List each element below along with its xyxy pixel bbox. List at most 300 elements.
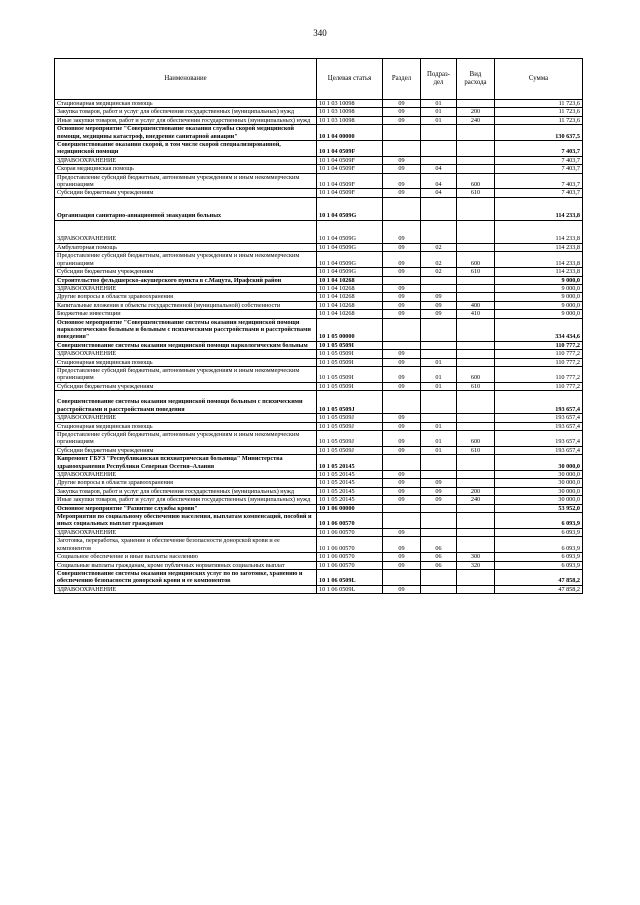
row-kind — [457, 276, 495, 284]
row-name: Основное мероприятие "Развитие службы крови" — [55, 504, 317, 512]
header-subsection: Подраз-дел — [421, 59, 457, 100]
row-name: Предоставление субсидий бюджетным, автономным учреждениям и иным некоммерческим организациям — [55, 252, 317, 268]
row-subsection — [421, 276, 457, 284]
row-name: Социальное обеспечение и иные выплаты населению — [55, 553, 317, 561]
row-name: Другие вопросы в области здравоохранения — [55, 293, 317, 301]
header-sum: Сумма — [495, 59, 583, 100]
row-section: 09 — [383, 301, 421, 309]
row-section: 09 — [383, 165, 421, 173]
row-subsection: 01 — [421, 446, 457, 454]
row-kind — [457, 414, 495, 422]
row-sum: 30 000,0 — [495, 479, 583, 487]
row-code: 10 1 04 0509G — [317, 268, 383, 276]
row-kind: 610 — [457, 189, 495, 197]
row-kind: 610 — [457, 268, 495, 276]
row-section: 09 — [383, 366, 421, 382]
row-sum: 47 858,2 — [495, 585, 583, 593]
row-section: 09 — [383, 553, 421, 561]
row-sum: 114 233,8 — [495, 220, 583, 243]
row-subsection: 01 — [421, 358, 457, 366]
row-kind: 300 — [457, 553, 495, 561]
table-row — [55, 293, 583, 301]
row-name: ЗДРАВООХРАНЕНИЕ — [55, 528, 317, 536]
row-name: Закупка товаров, работ и услуг для обеспечения государственных (муниципальных) нужд — [55, 108, 317, 116]
row-name: Совершенствование системы оказания медицинской помощи наркологическим больным — [55, 341, 317, 349]
row-subsection: 04 — [421, 173, 457, 189]
row-kind — [457, 125, 495, 141]
row-subsection: 01 — [421, 100, 457, 108]
table-row — [55, 585, 583, 593]
row-section — [383, 455, 421, 471]
header-section: Раздел — [383, 59, 421, 100]
row-kind — [457, 350, 495, 358]
row-section: 09 — [383, 284, 421, 292]
row-name: Совершенствование системы оказания медицинской помощи больным с психическими расстройствами и расстройствами поведения — [55, 391, 317, 414]
row-subsection — [421, 471, 457, 479]
row-sum: 110 777,2 — [495, 358, 583, 366]
row-section: 09 — [383, 220, 421, 243]
row-code: 10 1 04 0509F — [317, 156, 383, 164]
row-sum: 7 403,7 — [495, 173, 583, 189]
table-row — [55, 569, 583, 585]
table-row — [55, 479, 583, 487]
row-sum: 114 233,8 — [495, 252, 583, 268]
row-section: 09 — [383, 350, 421, 358]
row-name: ЗДРАВООХРАНЕНИЕ — [55, 350, 317, 358]
row-name: Мероприятия по социальному обеспечению населения, выплатам компенсаций, пособий и иных социальных выплат гражданам — [55, 513, 317, 529]
row-code: 10 1 04 0509F — [317, 189, 383, 197]
row-kind — [457, 156, 495, 164]
row-subsection — [421, 318, 457, 341]
row-code: 10 1 05 0509J — [317, 422, 383, 430]
row-code: 10 1 05 20145 — [317, 496, 383, 504]
row-name: ЗДРАВООХРАНЕНИЕ — [55, 284, 317, 292]
row-code: 10 1 06 00570 — [317, 553, 383, 561]
row-section: 09 — [383, 585, 421, 593]
row-name: Иные закупки товаров, работ и услуг для обеспечения государственных (муниципальных) нужд — [55, 116, 317, 124]
table-row — [55, 561, 583, 569]
row-subsection — [421, 455, 457, 471]
row-section: 09 — [383, 496, 421, 504]
row-sum: 6 093,9 — [495, 528, 583, 536]
row-name: Стационарная медицинская помощь — [55, 422, 317, 430]
row-name: Предоставление субсидий бюджетным, автономным учреждениям и иным некоммерческим организациям — [55, 431, 317, 447]
row-section — [383, 125, 421, 141]
row-subsection — [421, 513, 457, 529]
header-name: Наименование — [55, 59, 317, 100]
row-kind — [457, 165, 495, 173]
row-kind — [457, 284, 495, 292]
row-sum: 9 000,0 — [495, 310, 583, 318]
row-section — [383, 569, 421, 585]
row-kind — [457, 504, 495, 512]
row-kind: 610 — [457, 382, 495, 390]
row-code: 10 1 05 20145 — [317, 471, 383, 479]
row-name: Заготовка, переработка, хранение и обеспечение безопасности донорской крови и ее компонентов — [55, 537, 317, 553]
row-code: 10 1 06 00570 — [317, 561, 383, 569]
table-row — [55, 471, 583, 479]
table-row — [55, 276, 583, 284]
table-row — [55, 108, 583, 116]
row-code: 10 1 05 20145 — [317, 455, 383, 471]
row-subsection — [421, 350, 457, 358]
row-section: 09 — [383, 293, 421, 301]
row-code: 10 1 04 10268 — [317, 293, 383, 301]
row-subsection — [421, 414, 457, 422]
row-subsection: 09 — [421, 496, 457, 504]
row-kind: 410 — [457, 310, 495, 318]
row-sum: 114 233,8 — [495, 197, 583, 220]
row-code: 10 1 05 0509J — [317, 391, 383, 414]
row-code: 10 1 06 00570 — [317, 513, 383, 529]
row-sum: 110 777,2 — [495, 366, 583, 382]
row-subsection: 02 — [421, 243, 457, 251]
row-name: Субсидии бюджетным учреждениям — [55, 268, 317, 276]
row-subsection: 01 — [421, 422, 457, 430]
row-sum: 110 777,2 — [495, 341, 583, 349]
row-section: 09 — [383, 310, 421, 318]
row-section: 09 — [383, 252, 421, 268]
table-row — [55, 156, 583, 164]
table-row — [55, 197, 583, 220]
table-row — [55, 391, 583, 414]
table-row — [55, 165, 583, 173]
row-name: Скорая медицинская помощь — [55, 165, 317, 173]
row-section: 09 — [383, 487, 421, 495]
row-subsection: 06 — [421, 553, 457, 561]
table-row — [55, 268, 583, 276]
row-section: 09 — [383, 561, 421, 569]
header-kind: Вид расхода — [457, 59, 495, 100]
row-section: 09 — [383, 268, 421, 276]
row-name: Бюджетные инвестиции — [55, 310, 317, 318]
row-section: 09 — [383, 528, 421, 536]
row-code: 10 1 05 0509I — [317, 341, 383, 349]
row-subsection — [421, 197, 457, 220]
row-sum: 30 000,0 — [495, 496, 583, 504]
row-kind: 400 — [457, 301, 495, 309]
row-subsection: 06 — [421, 537, 457, 553]
table-row — [55, 455, 583, 471]
row-sum: 6 093,9 — [495, 553, 583, 561]
row-kind — [457, 513, 495, 529]
row-code: 10 1 05 0509J — [317, 431, 383, 447]
row-name: Совершенствование оказания скорой, в том числе скорой специализированной, медицинской помощи — [55, 141, 317, 157]
row-code: 10 1 06 00570 — [317, 528, 383, 536]
row-section: 09 — [383, 382, 421, 390]
table-row — [55, 537, 583, 553]
row-kind: 240 — [457, 116, 495, 124]
row-sum: 53 952,0 — [495, 504, 583, 512]
row-kind — [457, 318, 495, 341]
row-code: 10 1 04 10268 — [317, 310, 383, 318]
row-kind — [457, 243, 495, 251]
row-sum: 9 000,0 — [495, 293, 583, 301]
table-row — [55, 341, 583, 349]
row-kind — [457, 141, 495, 157]
row-code: 10 1 04 0509F — [317, 165, 383, 173]
row-kind — [457, 455, 495, 471]
row-name: Иные закупки товаров, работ и услуг для обеспечения государственных (муниципальных) нужд — [55, 496, 317, 504]
row-sum: 193 657,4 — [495, 391, 583, 414]
row-code: 10 1 04 0509G — [317, 197, 383, 220]
row-section — [383, 341, 421, 349]
row-section: 09 — [383, 414, 421, 422]
row-subsection — [421, 569, 457, 585]
row-kind — [457, 391, 495, 414]
row-kind — [457, 569, 495, 585]
row-kind: 600 — [457, 252, 495, 268]
row-code: 10 1 05 0509I — [317, 366, 383, 382]
row-sum: 47 858,2 — [495, 569, 583, 585]
row-sum: 30 000,0 — [495, 471, 583, 479]
row-kind — [457, 537, 495, 553]
row-sum: 30 000,0 — [495, 455, 583, 471]
row-kind — [457, 220, 495, 243]
row-subsection: 06 — [421, 561, 457, 569]
row-section: 09 — [383, 100, 421, 108]
row-name: Строительство фельдшерско-акушерского пункта в с.Мацута, Ирафский район — [55, 276, 317, 284]
row-kind — [457, 358, 495, 366]
row-subsection: 04 — [421, 165, 457, 173]
row-subsection: 01 — [421, 431, 457, 447]
row-name: Субсидии бюджетным учреждениям — [55, 189, 317, 197]
row-subsection: 09 — [421, 310, 457, 318]
row-section — [383, 504, 421, 512]
row-kind — [457, 422, 495, 430]
table-row — [55, 252, 583, 268]
row-kind — [457, 341, 495, 349]
row-section: 09 — [383, 537, 421, 553]
row-code: 10 1 04 0509G — [317, 252, 383, 268]
table-row — [55, 528, 583, 536]
row-subsection — [421, 391, 457, 414]
row-sum: 6 093,9 — [495, 537, 583, 553]
row-code: 10 1 05 0509J — [317, 414, 383, 422]
row-sum: 11 723,6 — [495, 116, 583, 124]
row-code: 10 1 05 20145 — [317, 479, 383, 487]
row-code: 10 1 05 0509J — [317, 446, 383, 454]
row-sum: 9 000,0 — [495, 276, 583, 284]
table-row — [55, 243, 583, 251]
row-subsection — [421, 528, 457, 536]
row-section — [383, 391, 421, 414]
row-kind — [457, 471, 495, 479]
table-row — [55, 310, 583, 318]
row-name: Организация санитарно-авиационной эвакуации больных — [55, 197, 317, 220]
row-section: 09 — [383, 173, 421, 189]
page-number: 340 — [313, 28, 327, 38]
row-code: 10 1 04 0509G — [317, 220, 383, 243]
row-kind — [457, 100, 495, 108]
row-name: Другие вопросы в области здравоохранения — [55, 479, 317, 487]
table-row — [55, 496, 583, 504]
row-kind — [457, 528, 495, 536]
row-subsection — [421, 341, 457, 349]
row-kind: 200 — [457, 108, 495, 116]
row-sum: 9 000,0 — [495, 301, 583, 309]
table-row — [55, 414, 583, 422]
row-sum: 6 093,9 — [495, 561, 583, 569]
row-kind — [457, 197, 495, 220]
table-row — [55, 189, 583, 197]
row-section: 09 — [383, 189, 421, 197]
row-code: 10 1 03 10098 — [317, 116, 383, 124]
row-code: 10 1 05 0509I — [317, 350, 383, 358]
row-section: 09 — [383, 108, 421, 116]
table-row — [55, 553, 583, 561]
row-code: 10 1 06 00000 — [317, 504, 383, 512]
row-code: 10 1 05 0509I — [317, 358, 383, 366]
table-row — [55, 125, 583, 141]
row-subsection: 01 — [421, 116, 457, 124]
table-row — [55, 100, 583, 108]
row-name: ЗДРАВООХРАНЕНИЕ — [55, 220, 317, 243]
row-name: Основное мероприятие "Совершенствование оказания службы скорой медицинской помощи, медицины катастроф, внедрение санитарной авиации" — [55, 125, 317, 141]
table-row — [55, 382, 583, 390]
row-subsection: 02 — [421, 268, 457, 276]
row-sum: 9 000,0 — [495, 284, 583, 292]
table-row — [55, 141, 583, 157]
row-code: 10 1 05 20145 — [317, 487, 383, 495]
row-code: 10 1 04 10268 — [317, 301, 383, 309]
table-row — [55, 487, 583, 495]
row-section: 09 — [383, 422, 421, 430]
table-row — [55, 318, 583, 341]
row-code: 10 1 05 00000 — [317, 318, 383, 341]
row-kind: 600 — [457, 431, 495, 447]
row-name: Предоставление субсидий бюджетным, автономным учреждениям и иным некоммерческим организациям — [55, 173, 317, 189]
row-name: Предоставление субсидий бюджетным, автономным учреждениям и иным некоммерческим организациям — [55, 366, 317, 382]
table-row — [55, 431, 583, 447]
row-subsection: 01 — [421, 382, 457, 390]
row-subsection: 04 — [421, 189, 457, 197]
row-sum: 11 723,6 — [495, 108, 583, 116]
row-subsection: 01 — [421, 108, 457, 116]
row-sum: 7 403,7 — [495, 189, 583, 197]
row-code: 10 1 04 00000 — [317, 125, 383, 141]
row-sum: 30 000,0 — [495, 487, 583, 495]
row-kind: 600 — [457, 173, 495, 189]
row-sum: 193 657,4 — [495, 422, 583, 430]
table-row — [55, 350, 583, 358]
row-kind: 240 — [457, 496, 495, 504]
row-code: 10 1 06 0509L — [317, 585, 383, 593]
row-code: 10 1 05 0509I — [317, 382, 383, 390]
row-sum: 114 233,8 — [495, 243, 583, 251]
row-sum: 334 434,6 — [495, 318, 583, 341]
row-code: 10 1 04 10268 — [317, 284, 383, 292]
row-sum: 193 657,4 — [495, 414, 583, 422]
row-kind: 610 — [457, 446, 495, 454]
table-row — [55, 422, 583, 430]
row-kind — [457, 479, 495, 487]
row-name: Основное мероприятие "Совершенствование системы оказания медицинской помощи наркологическим больным и больным с психическими расстройствами и расстройствами поведения" — [55, 318, 317, 341]
row-subsection — [421, 141, 457, 157]
row-sum: 6 093,9 — [495, 513, 583, 529]
row-subsection: 09 — [421, 293, 457, 301]
row-subsection — [421, 156, 457, 164]
row-section: 09 — [383, 156, 421, 164]
table-row — [55, 301, 583, 309]
row-name: Стационарная медицинская помощь — [55, 358, 317, 366]
row-section — [383, 318, 421, 341]
row-name: Капитальные вложения в объекты государственной (муниципальной) собственности — [55, 301, 317, 309]
row-section: 09 — [383, 358, 421, 366]
row-sum: 110 777,2 — [495, 350, 583, 358]
row-name: Совершенствование системы оказания медицинских услуг по по заготовке, хранению и обеспечению безопасности донорской крови и ее компонентов — [55, 569, 317, 585]
row-code: 10 1 04 0509F — [317, 141, 383, 157]
row-sum: 193 657,4 — [495, 446, 583, 454]
row-name: Социальные выплаты гражданам, кроме публичных нормативных социальных выплат — [55, 561, 317, 569]
row-subsection — [421, 125, 457, 141]
table-row — [55, 284, 583, 292]
row-subsection: 09 — [421, 487, 457, 495]
table-row — [55, 504, 583, 512]
table-body — [55, 100, 583, 594]
row-section: 09 — [383, 243, 421, 251]
row-code: 10 1 04 0509G — [317, 243, 383, 251]
row-sum: 7 403,7 — [495, 141, 583, 157]
row-code: 10 1 03 10098 — [317, 108, 383, 116]
table-row — [55, 513, 583, 529]
table-header — [55, 59, 583, 100]
row-name: Стационарная медицинская помощь — [55, 100, 317, 108]
row-subsection — [421, 504, 457, 512]
row-code: 10 1 04 10268 — [317, 276, 383, 284]
row-subsection — [421, 284, 457, 292]
row-sum: 7 403,7 — [495, 165, 583, 173]
table-row — [55, 358, 583, 366]
table-row — [55, 366, 583, 382]
row-name: Закупка товаров, работ и услуг для обеспечения государственных (муниципальных) нужд — [55, 487, 317, 495]
table-row — [55, 220, 583, 243]
row-kind — [457, 293, 495, 301]
row-subsection: 02 — [421, 252, 457, 268]
table-row — [55, 173, 583, 189]
row-sum: 130 637,5 — [495, 125, 583, 141]
row-sum: 7 403,7 — [495, 156, 583, 164]
row-subsection: 01 — [421, 366, 457, 382]
row-subsection — [421, 220, 457, 243]
row-section — [383, 276, 421, 284]
row-sum: 11 723,6 — [495, 100, 583, 108]
row-section: 09 — [383, 431, 421, 447]
row-subsection — [421, 585, 457, 593]
row-code: 10 1 06 0509L — [317, 569, 383, 585]
row-name: Амбулаторная помощь — [55, 243, 317, 251]
row-sum: 193 657,4 — [495, 431, 583, 447]
row-kind: 200 — [457, 487, 495, 495]
row-sum: 110 777,2 — [495, 382, 583, 390]
table-row — [55, 116, 583, 124]
row-kind: 320 — [457, 561, 495, 569]
header-code: Целевая статья — [317, 59, 383, 100]
row-name: Субсидии бюджетным учреждениям — [55, 382, 317, 390]
row-section: 09 — [383, 479, 421, 487]
row-name: ЗДРАВООХРАНЕНИЕ — [55, 585, 317, 593]
row-section: 09 — [383, 116, 421, 124]
row-name: ЗДРАВООХРАНЕНИЕ — [55, 414, 317, 422]
row-name: ЗДРАВООХРАНЕНИЕ — [55, 156, 317, 164]
table-row — [55, 446, 583, 454]
row-subsection: 09 — [421, 301, 457, 309]
row-code: 10 1 06 00570 — [317, 537, 383, 553]
row-kind: 600 — [457, 366, 495, 382]
row-name: Субсидии бюджетным учреждениям — [55, 446, 317, 454]
row-code: 10 1 03 10098 — [317, 100, 383, 108]
budget-table — [54, 58, 583, 594]
